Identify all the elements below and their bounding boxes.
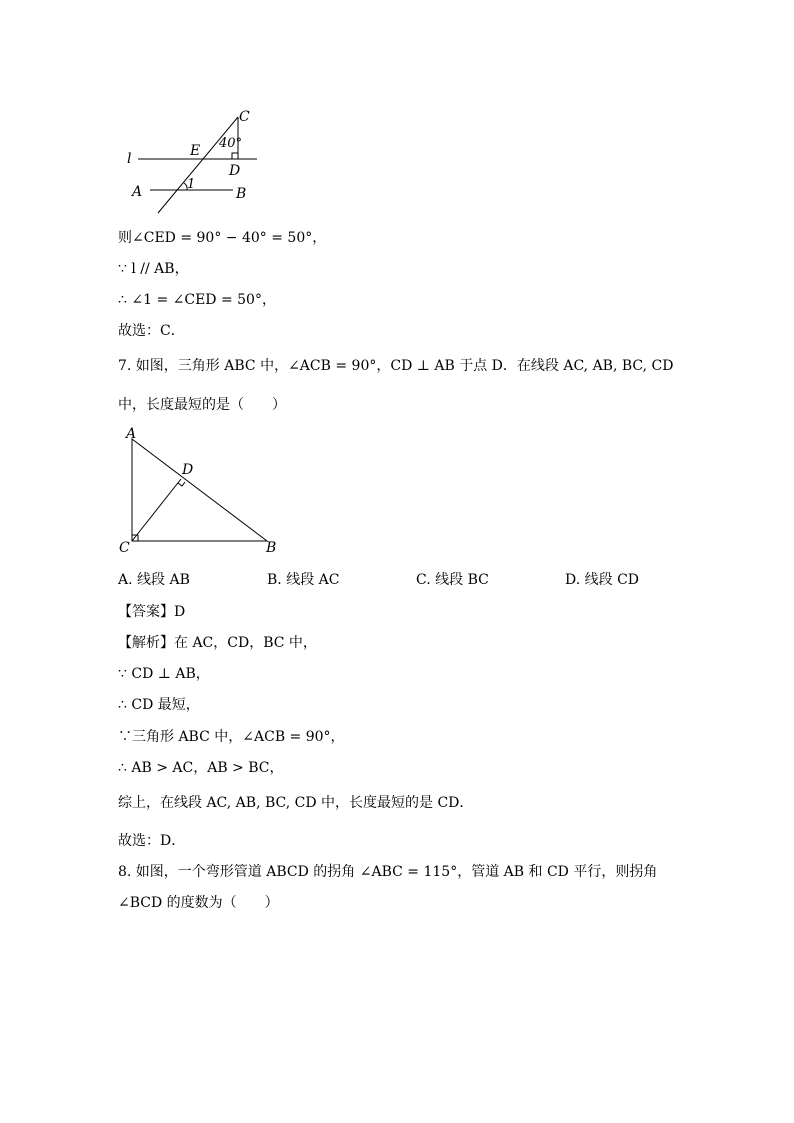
question-7-stem-2: 中，长度最短的是（ ） — [118, 397, 286, 413]
label-40-degree: 40° — [219, 136, 243, 151]
figure-parallel-lines — [120, 105, 280, 220]
analysis-line-3: ∴ CD 最短， — [118, 697, 200, 713]
label-c: C — [239, 109, 250, 125]
question-7-stem-1: 7. 如图，三角形 ABC 中，∠ACB = 90°，CD ⊥ AB 于点 D．在线段 AC, AB, BC, CD — [118, 358, 674, 374]
option-a: A. 线段 AB — [118, 572, 190, 588]
label-b: B — [236, 186, 247, 202]
label-d: D — [229, 163, 241, 179]
solution-line-4: 故选：C． — [118, 323, 185, 339]
right-angle-mark — [232, 153, 238, 159]
label-l: l — [127, 151, 132, 167]
analysis-line-1: 【解析】在 AC，CD，BC 中， — [118, 635, 317, 651]
answer-label: 【答案】D — [118, 604, 186, 620]
label-d: D — [182, 462, 194, 478]
altitude-cd — [132, 479, 181, 541]
transversal-line — [158, 117, 241, 213]
label-e: E — [190, 143, 201, 159]
solution-line-3: ∴ ∠1 = ∠CED = 50°， — [118, 292, 276, 308]
right-angle-mark-d — [178, 482, 185, 486]
question-8-stem-2: ∠BCD 的度数为（ ） — [118, 895, 279, 911]
option-b: B. 线段 AC — [267, 572, 340, 588]
label-a: A — [132, 184, 143, 200]
option-d: D. 线段 CD — [565, 572, 640, 588]
analysis-line-2: ∵ CD ⊥ AB， — [118, 666, 210, 682]
label-b: B — [266, 540, 277, 556]
solution-line-2: ∵ l // AB， — [118, 261, 189, 277]
figure-right-triangle — [115, 422, 285, 562]
label-c: C — [119, 540, 130, 556]
analysis-line-4: ∵三角形 ABC 中，∠ACB = 90°， — [118, 729, 345, 745]
triangle-abc — [132, 439, 267, 541]
analysis-line-6: 综上，在线段 AC, AB, BC, CD 中，长度最短的是 CD． — [118, 795, 474, 811]
analysis-line-7: 故选：D． — [118, 833, 186, 849]
question-8-stem-1: 8. 如图，一个弯形管道 ABCD 的拐角 ∠ABC = 115°，管道 AB 和 CD 平行，则拐角 — [118, 864, 658, 880]
option-c: C. 线段 BC — [416, 572, 489, 588]
analysis-line-5: ∴ AB > AC，AB > BC， — [118, 760, 284, 776]
solution-line-1: 则∠CED = 90° − 40° = 50°， — [118, 230, 327, 246]
label-a: A — [126, 426, 137, 442]
label-1: 1 — [187, 177, 196, 192]
